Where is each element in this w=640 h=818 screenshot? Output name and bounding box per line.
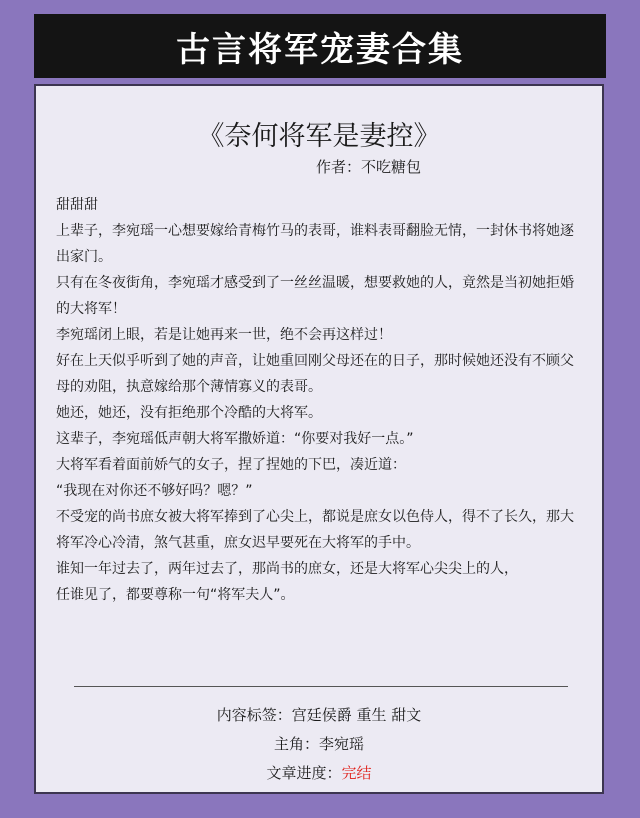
synopsis-line: 不受宠的尚书庶女被大将军捧到了心尖上，都说是庶女以色侍人，得不了长久，那大将军冷心冷清，煞气甚重，庶女迟早要死在大将军的手中。 — [56, 509, 574, 551]
lead-value: 李宛瑶 — [319, 735, 365, 753]
book-card — [34, 84, 604, 794]
lead-row — [36, 733, 602, 754]
tags-row — [36, 704, 602, 725]
synopsis-line: 任谁见了，都要尊称一句“将军夫人”。 — [56, 587, 295, 603]
collection-title: 古言将军宠妻合集 — [176, 29, 464, 70]
tags-value: 宫廷侯爵 重生 甜文 — [291, 706, 422, 724]
synopsis-line: 谁知一年过去了，两年过去了，那尚书的庶女，还是大将军心尖尖上的人， — [56, 561, 518, 577]
synopsis-line: 大将军看着面前娇气的女子，捏了捏她的下巴，凑近道： — [56, 457, 406, 473]
status-value: 完结 — [341, 764, 372, 782]
synopsis-line: “我现在对你还不够好吗？嗯？” — [56, 483, 253, 499]
author-name: 不吃糖包 — [361, 158, 422, 176]
synopsis-line: 这辈子，李宛瑶低声朝大将军撒娇道：“你要对我好一点。” — [56, 431, 414, 447]
author-row — [316, 156, 421, 177]
tags-label: 内容标签： — [216, 706, 292, 724]
status-row — [36, 762, 602, 783]
synopsis-line: 上辈子，李宛瑶一心想要嫁给青梅竹马的表哥，谁料表哥翻脸无情，一封休书将她逐出家门。 — [56, 223, 574, 265]
header-banner — [34, 14, 606, 78]
synopsis-line: 李宛瑶闭上眼，若是让她再来一世，绝不会再这样过！ — [56, 327, 392, 343]
book-title: 《奈何将军是妻控》 — [197, 121, 441, 152]
synopsis — [56, 192, 586, 608]
lead-label: 主角： — [273, 735, 319, 753]
synopsis-line: 好在上天似乎听到了她的声音，让她重回刚父母还在的日子，那时候她还没有不顾父母的劝阻，执意嫁给那个薄情寡义的表哥。 — [56, 353, 574, 395]
status-label: 文章进度： — [266, 764, 342, 782]
synopsis-line: 甜甜甜 — [56, 197, 98, 213]
synopsis-line: 只有在冬夜街角，李宛瑶才感受到了一丝丝温暖，想要救她的人，竟然是当初她拒婚的大将军！ — [56, 275, 574, 317]
divider — [74, 686, 568, 687]
synopsis-line: 她还，她还，没有拒绝那个冷酷的大将军。 — [56, 405, 322, 421]
author-label: 作者： — [316, 158, 362, 176]
